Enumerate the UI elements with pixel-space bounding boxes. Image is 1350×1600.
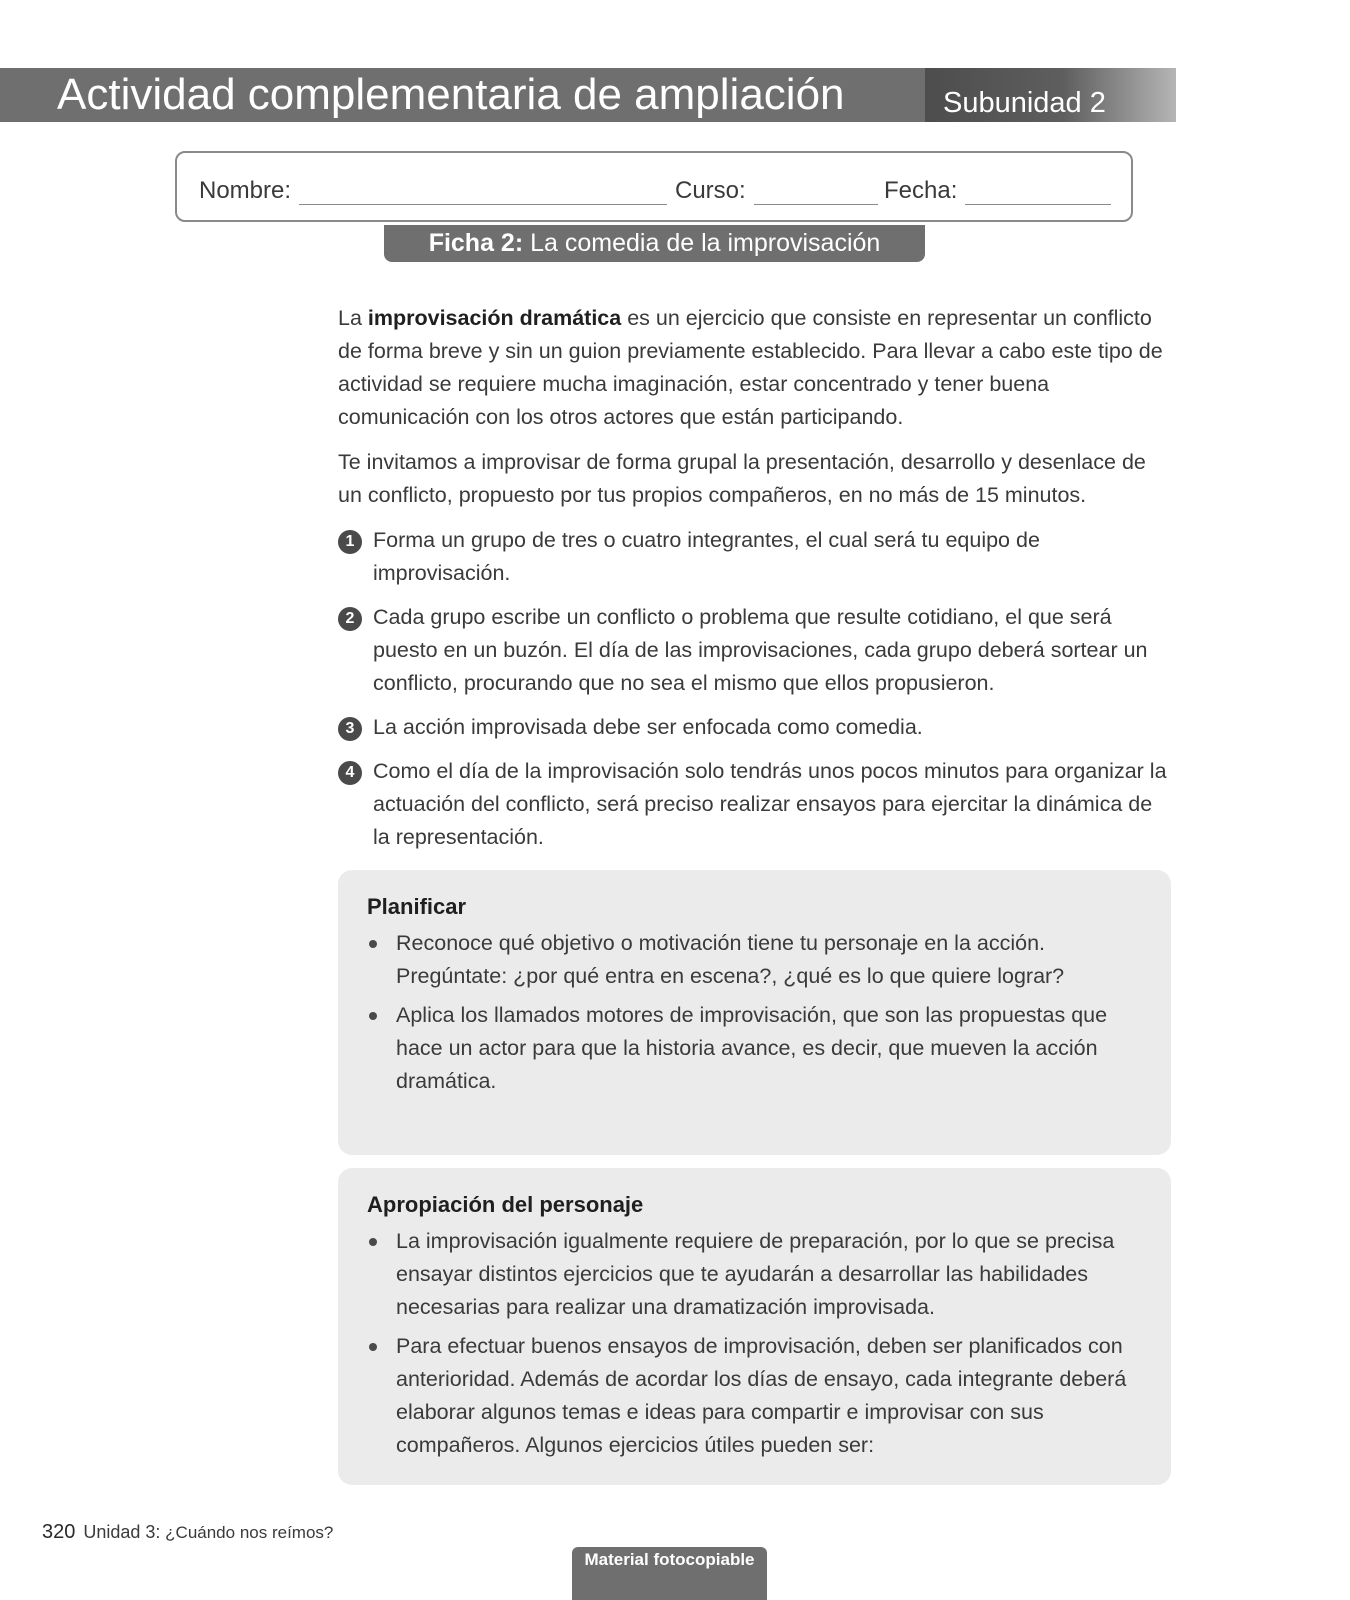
intro-paragraph-2: Te invitamos a improvisar de forma grupal la presentación, desarrollo y desenlace de un conflicto, propuesto por tus propios compañeros, en no más de 15 minutos. — [338, 450, 1146, 507]
step-text: Forma un grupo de tres o cuatro integrantes, el cual será tu equipo de improvisación. — [373, 528, 1040, 585]
apropiacion-title: Apropiación del personaje — [367, 1192, 644, 1217]
planificar-title: Planificar — [367, 894, 467, 919]
subunit-label: Subunidad 2 — [925, 68, 1176, 122]
apropiacion-item-text: La improvisación igualmente requiere de preparación, por lo que se precisa ensayar distintos ejercicios que te ayudarán a desarrollar las habilidades necesarias para realizar una dramatización improvisada. — [396, 1229, 1115, 1319]
step-item — [338, 524, 1168, 590]
name-field — [199, 177, 667, 205]
intro-bold-term: improvisación dramática — [367, 306, 622, 330]
unit-title: ¿Cuándo nos reímos? — [160, 1523, 334, 1542]
step-text: Cada grupo escribe un conflicto o problema que resulte cotidiano, el que será puesto en un buzón. El día de las improvisaciones, cada grupo deberá sortear un conflicto, procurando que no sea el mismo que ellos propusieron. — [373, 605, 1148, 695]
apropiacion-list — [367, 1225, 1143, 1462]
bullet-icon — [369, 1343, 377, 1351]
apropiacion-box — [338, 1168, 1171, 1485]
step-text: Como el día de la improvisación solo tendrás unos pocos minutos para organizar la actuación del conflicto, será preciso realizar ensayos para ejercitar la dinámica de la representación. — [373, 759, 1167, 849]
name-label: Nombre: — [199, 177, 292, 204]
planificar-item — [367, 999, 1143, 1098]
ficha-number: Ficha 2: — [428, 229, 524, 257]
step-text: La acción improvisada debe ser enfocada como comedia. — [373, 715, 923, 739]
activity-title: Actividad complementaria de ampliación — [0, 68, 925, 122]
step-item — [338, 711, 1168, 744]
ficha-title: La comedia de la improvisación — [530, 229, 881, 257]
page-header — [0, 68, 1176, 122]
planificar-item-text: Aplica los llamados motores de improvisación, que son las propuestas que hace un actor para que la historia avance, es decir, que mueven la acción dramática. — [396, 1003, 1108, 1093]
photocopiable-badge: Material fotocopiable — [572, 1547, 767, 1600]
unit-label: Unidad 3: — [83, 1522, 161, 1542]
ficha-heading — [384, 225, 925, 262]
date-blank-line[interactable] — [965, 178, 1111, 205]
course-blank-line[interactable] — [754, 178, 878, 205]
course-field — [675, 177, 878, 205]
planificar-box — [338, 870, 1171, 1155]
planificar-item-text: Reconoce qué objetivo o motivación tiene tu personaje en la acción. Pregúntate: ¿por qué entra en escena?, ¿qué es lo que quiere lograr? — [396, 931, 1065, 988]
student-info-box — [175, 151, 1133, 222]
apropiacion-item — [367, 1330, 1143, 1462]
step-number-badge: 1 — [338, 530, 362, 554]
apropiacion-item-text: Para efectuar buenos ensayos de improvisación, deben ser planificados con anterioridad. Además de acordar los días de ensayo, cada integrante deberá elaborar algunos temas e ideas para compartir e improvisar con sus compañeros. Algunos ejercicios útiles pueden ser: — [396, 1334, 1127, 1457]
page-footer — [42, 1521, 333, 1544]
step-item — [338, 755, 1168, 854]
step-number-badge: 3 — [338, 717, 362, 741]
main-content — [338, 302, 1168, 865]
bullet-icon — [369, 1012, 377, 1020]
planificar-list — [367, 927, 1143, 1098]
apropiacion-item — [367, 1225, 1143, 1324]
steps-list — [338, 524, 1168, 854]
page-number: 320 — [42, 1521, 76, 1543]
name-blank-line[interactable] — [299, 178, 667, 205]
intro-prefix: La — [338, 306, 368, 330]
bullet-icon — [369, 1238, 377, 1246]
date-field — [884, 177, 1111, 205]
date-label: Fecha: — [884, 177, 958, 204]
planificar-item — [367, 927, 1143, 993]
step-number-badge: 4 — [338, 761, 362, 785]
step-item — [338, 601, 1168, 700]
course-label: Curso: — [675, 177, 746, 204]
intro-paragraph-1 — [338, 302, 1168, 434]
bullet-icon — [369, 940, 377, 948]
step-number-badge: 2 — [338, 607, 362, 631]
intro-rest: es un ejercicio que consiste en representar un conflicto de forma breve y sin un guion previamente establecido. Para llevar a cabo este tipo de actividad se requiere mucha imaginación, estar concentrado y tener buena comunicación con los otros actores que están participando. — [338, 306, 1163, 429]
